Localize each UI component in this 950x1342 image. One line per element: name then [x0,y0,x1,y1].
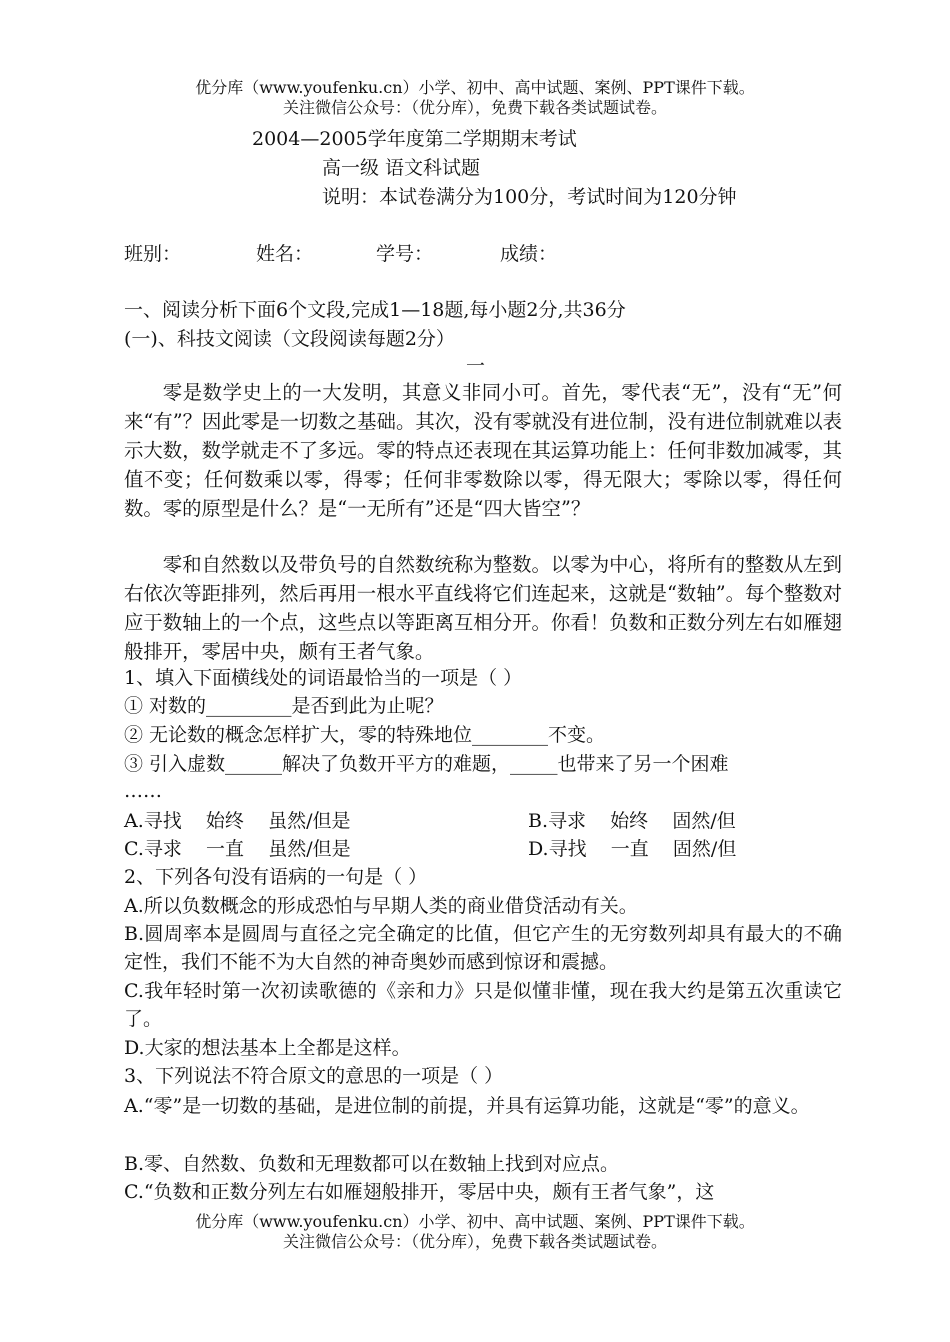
question-1-item: ③ 引入虚数______解决了负数开平方的难题，_____也带来了另一个困难 [124,753,729,775]
exam-note: 说明：本试卷满分为100分，考试时间为120分钟 [322,186,737,208]
question-3-option-a: A.“零”是一切数的基础，是进位制的前提，并具有运算功能，这就是“零”的意义。 [124,1095,810,1117]
header-line-2: 关注微信公众号：（优分库），免费下载各类试题试卷。 [282,98,667,117]
question-2-option-d: D.大家的想法基本上全都是这样。 [124,1037,411,1059]
field-score: 成绩： [500,243,558,265]
question-1-option-a: A.寻找 始终 虽然/但是 [124,810,351,832]
question-1-item: ② 无论数的概念怎样扩大，零的特殊地位________不变。 [124,724,606,746]
field-class: 班别： [124,243,182,265]
passage-number: 一 [466,355,486,377]
question-1-option-d: D.寻找 一直 固然/但 [528,838,737,860]
passage-paragraph-1: 零是数学史上的一大发明，其意义非同小可。首先，零代表“无”，没有“无”何来“有”？因此零是一切数之基础。其次，没有零就没有进位制，没有进位制就难以表示大数，数学就走不了多远。零的特点还表现在其运算功能上：任何非数加减零，其值不变；任何数乘以零，得零；任何非零数除以零，得无限大；零除以零，得任何数。零的原型是什么？是“一无所有”还是“四大皆空”？ [124,381,842,520]
question-2-option-a: A.所以负数概念的形成恐怕与早期人类的商业借贷活动有关。 [124,895,638,917]
question-1-item: …… [124,780,162,802]
field-name: 姓名： [256,243,314,265]
question-3-option-c: C.“负数和正数分列左右如雁翅般排开，零居中央，颇有王者气象”，这 [124,1181,715,1203]
field-id: 学号： [376,243,434,265]
header-line-1: 优分库（www.youfenku.cn）小学、初中、高中试题、案例、PPT课件下载。 [195,78,755,97]
question-1-stem: 1、填入下面横线处的词语最恰当的一项是（ ） [124,667,523,689]
passage-paragraph-2: 零和自然数以及带负号的自然数统称为整数。以零为中心，将所有的整数从左到右依次等距排列，然后再用一根水平直线将它们连起来，这就是“数轴”。每个整数对应于数轴上的一个点，这些点以等距离互相分开。你看！负数和正数分列左右如雁翅般排开，零居中央，颇有王者气象。 [124,553,842,663]
exam-title: 2004—2005学年度第二学期期末考试 [252,128,577,150]
footer-line-1: 优分库（www.youfenku.cn）小学、初中、高中试题、案例、PPT课件下载。 [195,1212,755,1231]
question-2-option-c: C.我年轻时第一次初读歌德的《亲和力》只是似懂非懂，现在我大约是第五次重读它了。 [124,980,842,1030]
question-1-option-b: B.寻求 始终 固然/但 [528,810,736,832]
question-2-option-b: B.圆周率本是圆周与直径之完全确定的比值，但它产生的无穷数列却具有最大的不确定性，我们不能不为大自然的神奇奥妙而感到惊讶和震撼。 [124,923,842,973]
question-3-option-b: B.零、自然数、负数和无理数都可以在数轴上找到对应点。 [124,1153,620,1175]
question-1-option-c: C.寻求 一直 虽然/但是 [124,838,351,860]
question-3-stem: 3、下列说法不符合原文的意思的一项是（ ） [124,1065,504,1087]
question-1-item: ① 对数的_________是否到此为止呢？ [124,695,444,717]
exam-subtitle: 高一级 语文科试题 [322,157,481,179]
section-subheading: (一)、科技文阅读（文段阅读每题2分） [124,328,455,350]
section-heading: 一、阅读分析下面6个文段,完成1—18题,每小题2分,共36分 [124,299,626,321]
question-2-stem: 2、下列各句没有语病的一句是（ ） [124,866,428,888]
footer-line-2: 关注微信公众号：（优分库），免费下载各类试题试卷。 [282,1232,667,1251]
